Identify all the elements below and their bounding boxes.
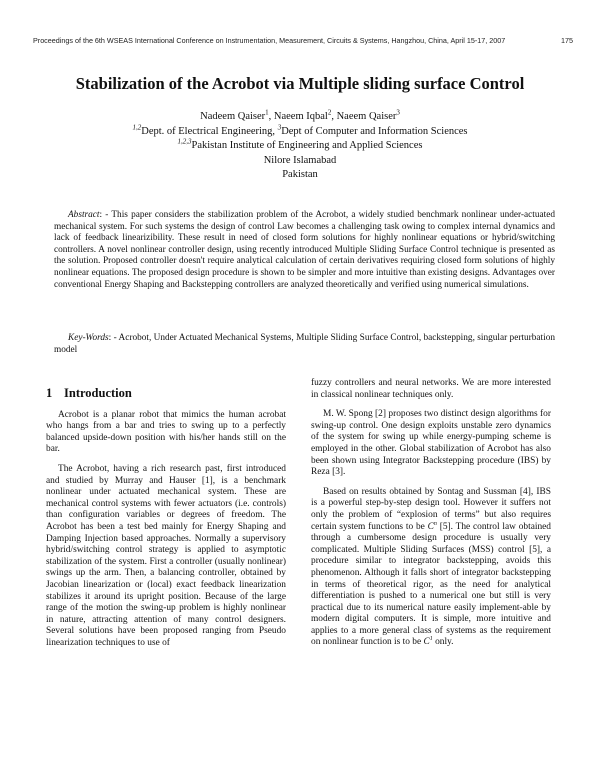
paragraph: Based on results obtained by Sontag and Sussman [4], IBS is a powerful step-by-step design tool. However it suffers not only the problem of “explosion of terms” but also requires certain system functions to be $C^n$ [5]. The control law obtained through a cumbersome design procedure is usually very complicated. Multiple Sliding Surfaces (MSS) control [5], a procedure similar to integrator backstepping, avoids this phenomenon. Although it falls short of integrator backstepping in terms of theoretical rigor, as the need for analytical differentiation is pushed to a numerical one but still is very practical due to its numerical nature easily implement-able by modern digital computers. It is simple, more intuitive and applies to a more general class of systems as the requirement on nonlinear function is to be $C^1$ only. xyxy=(311,486,551,648)
column-right xyxy=(311,378,551,657)
affiliation-departments: $^{1,2}$Dept. of Electrical Engineering, $^3$Dept of Computer and Information Sciences xyxy=(132,123,468,137)
affiliation-country: Pakistan xyxy=(282,169,318,180)
keywords-label: Key-Words xyxy=(68,333,109,343)
keywords xyxy=(54,333,555,356)
affiliation-city: Nilore Islamabad xyxy=(263,154,337,166)
abstract-label: Abstract xyxy=(68,210,100,220)
proceedings-line: Proceedings of the 6th WSEAS International Conference on Instrumentation, Measurement, Circuits & Systems, Hangzhou, China, April 15-17, 2007 xyxy=(33,36,506,45)
paper-title: Stabilization of the Acrobot via Multiple sliding surface Control xyxy=(75,74,525,93)
running-header xyxy=(33,36,573,45)
paragraph: Acrobot is a planar robot that mimics the human acrobat who hangs from a bar and tries to swing up to a perfectly balanced upside-down position with his/her hands still on the bar. xyxy=(46,409,286,455)
paragraph: M. W. Spong [2] proposes two distinct design algorithms for swing-up control. One design exploits unstable zero dynamics of the system for swing up while energy-pumping scheme is employed in the other. Global stabilization of Acrobot has also been shown using Integrator Backstepping procedure (IBS) by Reza [3]. xyxy=(311,409,551,478)
section-number: 1 xyxy=(46,386,53,400)
column-left xyxy=(46,388,286,657)
author-names: Nadeem Qaiser$^1$, Naeem Iqbal$^2$, Naeem Qaiser$^3$ xyxy=(200,108,400,122)
author-block xyxy=(40,110,560,183)
abstract-text: : - This paper considers the stabilization problem of the Acrobot, a widely studied benchmark nonlinear under-actuated mechanical system. For such systems the design of control Law becomes a challenging task owing to complex internal dynamics and lack of feedback linearizibility. These result in need of closed form solutions for highly nonlinear equations or hybrid/switching controllers. A novel nonlinear controller design, using recently introduced Multiple Sliding Surface Control technique is presented as the solution. Proposed controller doesn't require analytical calculation of certain derivatives requiring closed form solutions of highly nonlinear equations. The proposed design procedure is shown to be simpler and more intuitive than existing designs. Advantages over conventional Energy Shaping and Backstepping controllers are analyzed theoretically and verified using numerical simulations. xyxy=(54,210,555,290)
paragraph: fuzzy controllers and neural networks. We are more interested in classical nonlinear techniques only. xyxy=(311,378,551,400)
affiliation-institute: $^{1,2,3}$Pakistan Institute of Engineering and Applied Sciences xyxy=(177,137,423,151)
section-title: Introduction xyxy=(64,386,132,400)
abstract xyxy=(54,210,555,291)
page-number: 175 xyxy=(561,36,573,45)
section-heading xyxy=(46,388,286,400)
keywords-text: : - Acrobot, Under Actuated Mechanical Systems, Multiple Sliding Surface Control, backstepping, singular perturbation model xyxy=(54,333,555,355)
paragraph: The Acrobot, having a rich research past, first introduced and studied by Murray and Hauser [1], is a benchmark nonlinear under actuated mechanical system. These are mechanical control systems with fewer actuators (i.e. controls) than configuration variables or degrees of freedom. The Acrobot has been a test bed mainly for Energy Shaping and Damping Injection based approaches. Normally a supervisory hybrid/switching control strategy is applied to asymptotic stabilization of the system. First a controller (usually nonlinear) swings up the arm. Then, a balancing controller, obtained by Jacobian linearization or (local) exact feedback linearization stabilizes it around its upright position. Because of the large range of the motion the swing-up problem is highly nonlinear in nature, attracting attention of many control designers. Several solutions have been proposed ranging from Pseudo linearization techniques to use of xyxy=(46,463,286,648)
